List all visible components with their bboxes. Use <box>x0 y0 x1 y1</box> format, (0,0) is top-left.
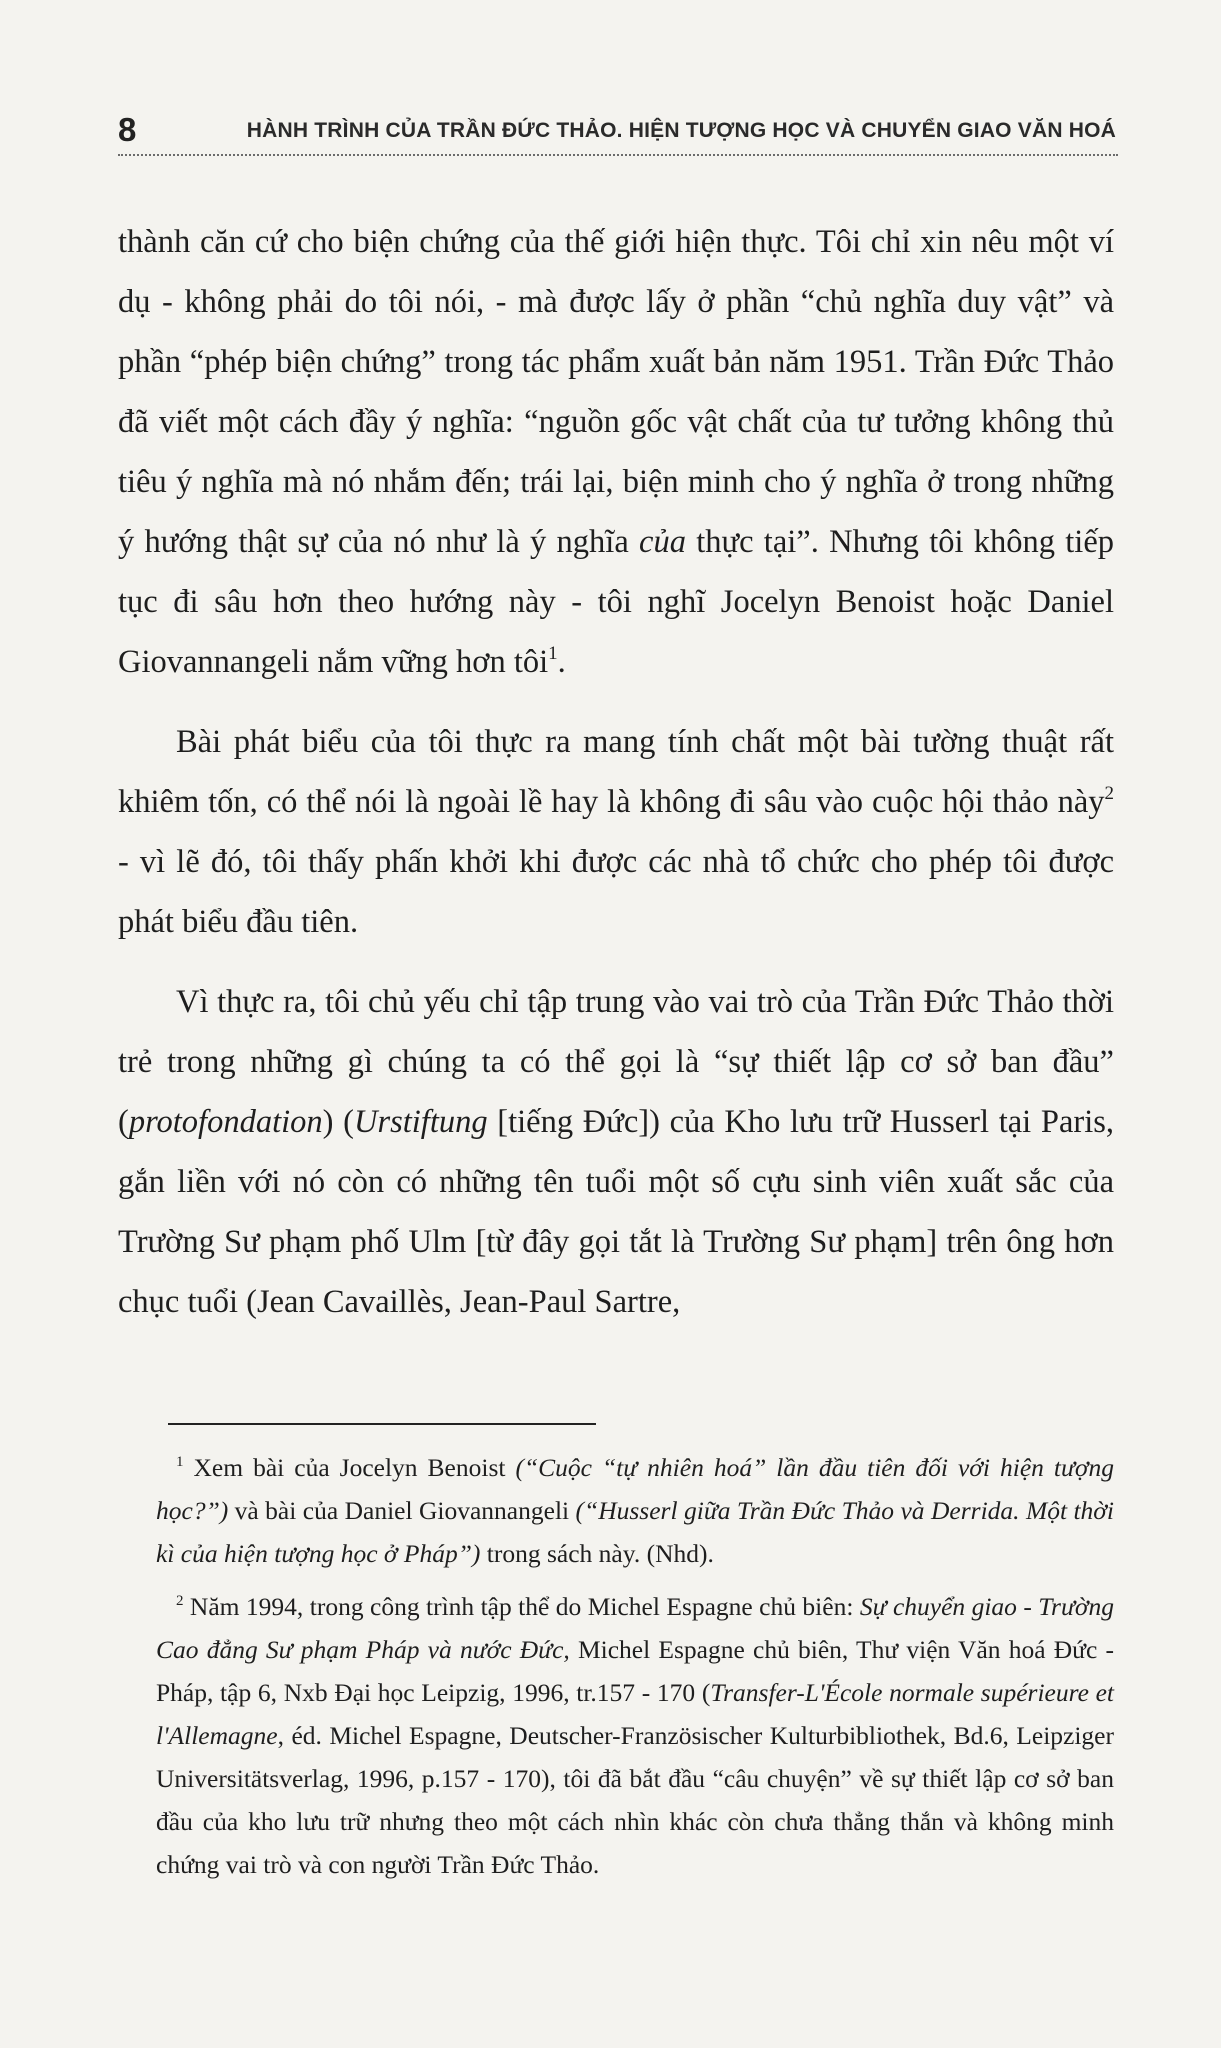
footnote-1-number: 1 <box>176 1454 184 1470</box>
paragraph-1-end: . <box>557 644 566 680</box>
paragraph-3-text-cont: [tiếng Đức]) của Kho lưu trữ Husserl tại Paris, gắn liền với nó còn có những tên tuổi một số cựu sinh viên xuất sắc của Trường Sư phạm phố Ulm [từ đây gọi tắt là Trường Sư phạm] trên ông hơn chục tuổi (Jean Cavaillès, Jean-Paul Sartre, <box>118 1104 1114 1320</box>
paragraph-3-italic-protofondation: protofondation <box>128 1104 323 1140</box>
paragraph-3-text-mid: ) ( <box>322 1104 354 1140</box>
footnote-2-text: Năm 1994, trong công trình tập thể do Michel Espagne chủ biên: <box>183 1592 860 1621</box>
footnote-1-text-end: trong sách này. (Nhd). <box>480 1539 714 1568</box>
header-divider <box>118 154 1118 156</box>
footnote-2-text-end: , éd. Michel Espagne, Deutscher-Französischer Kulturbibliothek, Bd.6, Leipziger Universitätsverlag, 1996, p.157 - 170), tôi đã bắt đầu “câu chuyện” về sự thiết lập cơ sở ban đầu của kho lưu trữ nhưng theo một cách nhìn khác còn chưa thẳng thắn và không minh chứng vai trò và con người Trần Đức Thảo. <box>156 1721 1114 1879</box>
paragraph-3 <box>118 972 1114 1332</box>
paragraph-1-italic: của <box>639 524 686 560</box>
paragraph-3-italic-urstiftung: Urstiftung <box>353 1104 488 1140</box>
page-header <box>118 110 1118 156</box>
footnote-ref-1: 1 <box>548 643 558 664</box>
footnote-ref-2: 2 <box>1104 783 1114 804</box>
paragraph-2-text-cont: - vì lẽ đó, tôi thấy phấn khởi khi được các nhà tổ chức cho phép tôi được phát biểu đầu tiên. <box>118 844 1114 940</box>
body-text <box>118 212 1114 1332</box>
footnote-2-number: 2 <box>176 1593 184 1609</box>
paragraph-1-text-cont: thực tại”. Nhưng tôi không tiếp tục đi sâu hơn theo hướng này - tôi nghĩ Jocelyn Benoist hoặc Daniel Giovannangeli nắm vững hơn tôi <box>118 524 1115 680</box>
paragraph-3-text: Vì thực ra, tôi chủ yếu chỉ tập trung vào vai trò của Trần Đức Thảo thời trẻ trong những gì chúng ta có thể gọi là “sự thiết lập cơ sở ban đầu” ( <box>118 984 1114 1140</box>
footnotes <box>156 1446 1114 1886</box>
footnote-divider <box>168 1423 596 1425</box>
paragraph-2 <box>118 712 1114 952</box>
paragraph-1 <box>118 212 1114 692</box>
footnote-2-italic-title: Sự chuyển giao - Trường Cao đẳng Sư phạm Pháp và nước Đức, <box>156 1592 1114 1664</box>
footnote-2 <box>156 1585 1114 1886</box>
page-number: 8 <box>118 111 137 148</box>
footnote-1 <box>156 1446 1114 1575</box>
footnote-1-italic-title-2: (“Husserl giữa Trần Đức Thảo và Derrida. Một thời kì của hiện tượng học ở Pháp”) <box>156 1496 1114 1568</box>
paragraph-2-text: Bài phát biểu của tôi thực ra mang tính chất một bài tường thuật rất khiêm tốn, có thể nói là ngoài lề hay là không đi sâu vào cuộc hội thảo này <box>118 724 1114 820</box>
footnote-2-italic-french-title: Transfer-L'École normale supérieure et l'Allemagne <box>156 1678 1115 1750</box>
footnote-2-text-mid: Michel Espagne chủ biên, Thư viện Văn hoá Đức - Pháp, tập 6, Nxb Đại học Leipzig, 1996, tr.157 - 170 ( <box>156 1635 1115 1707</box>
footnote-1-italic-title-1: (“Cuộc “tự nhiên hoá” lần đầu tiên đối với hiện tượng học?”) <box>156 1453 1115 1525</box>
running-title: HÀNH TRÌNH CỦA TRẦN ĐỨC THẢO. HIỆN TƯỢNG HỌC VÀ CHUYỂN GIAO VĂN HOÁ <box>246 119 1116 142</box>
footnote-1-text-mid: và bài của Daniel Giovannangeli <box>228 1496 576 1525</box>
paragraph-1-text: thành căn cứ cho biện chứng của thế giới hiện thực. Tôi chỉ xin nêu một ví dụ - không phải do tôi nói, - mà được lấy ở phần “chủ nghĩa duy vật” và phần “phép biện chứng” trong tác phẩm xuất bản năm 1951. Trần Đức Thảo đã viết một cách đầy ý nghĩa: “nguồn gốc vật chất của tư tưởng không thủ tiêu ý nghĩa mà nó nhắm đến; trái lại, biện minh cho ý nghĩa ở trong những ý hướng thật sự của nó như là ý nghĩa <box>118 224 1114 560</box>
footnote-1-text: Xem bài của Jocelyn Benoist <box>183 1453 516 1482</box>
